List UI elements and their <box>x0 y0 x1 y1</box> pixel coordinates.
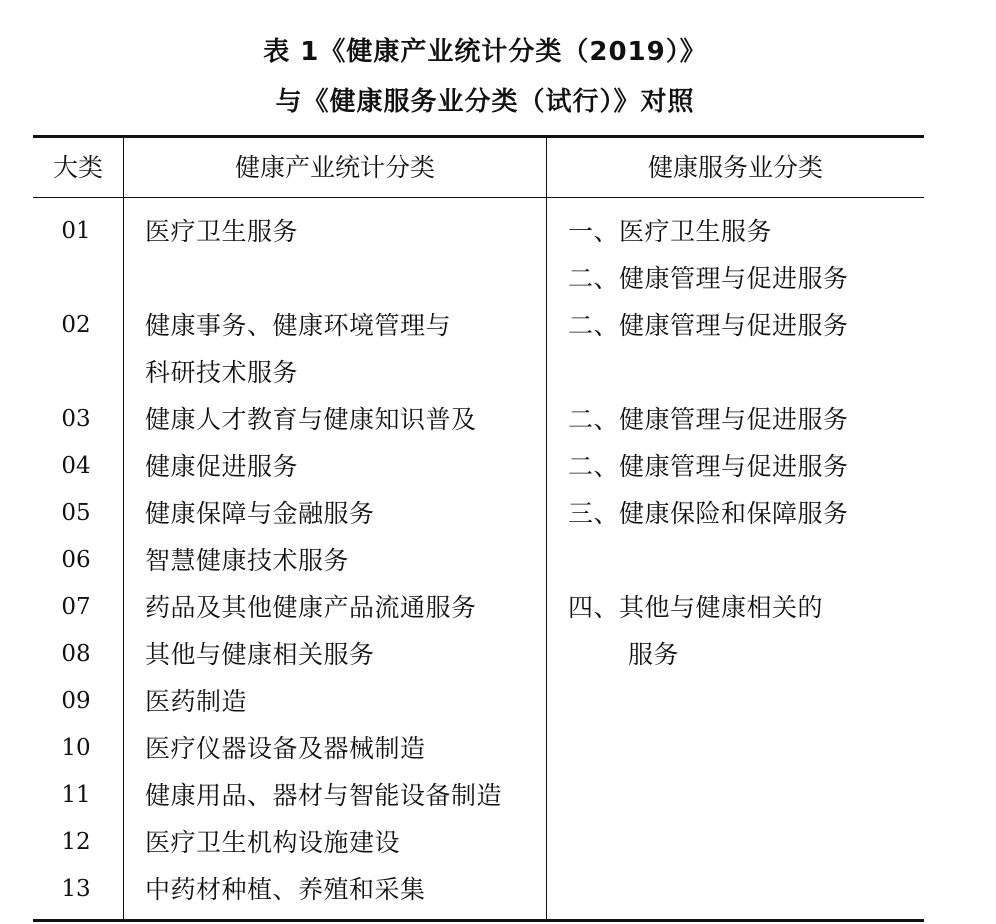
code-cell: 13 <box>61 876 91 902</box>
code-cell: 04 <box>61 453 91 479</box>
service-cell: 服务 <box>628 640 680 669</box>
category-cell: 健康保障与金融服务 <box>145 499 375 528</box>
category-cell: 其他与健康相关服务 <box>145 640 375 669</box>
header-major-class: 大类 <box>52 153 103 182</box>
header-health-industry-classification: 健康产业统计分类 <box>234 153 435 182</box>
category-cell: 中药材种植、养殖和采集 <box>145 875 426 904</box>
category-cell: 科研技术服务 <box>145 358 299 387</box>
code-cell: 07 <box>61 594 91 620</box>
service-cell: 二、健康管理与促进服务 <box>568 405 849 434</box>
table-title-line-1: 表 1《健康产业统计分类（2019）》 <box>263 37 707 67</box>
category-cell: 健康促进服务 <box>145 452 299 481</box>
service-cell: 二、健康管理与促进服务 <box>568 311 849 340</box>
category-cell: 医疗仪器设备及器械制造 <box>145 734 426 763</box>
code-cell: 01 <box>61 218 91 244</box>
header-health-service-classification: 健康服务业分类 <box>647 153 823 182</box>
code-cell: 05 <box>61 500 91 526</box>
category-cell: 医疗卫生机构设施建设 <box>145 828 401 857</box>
category-cell: 健康人才教育与健康知识普及 <box>145 405 477 434</box>
column-divider <box>123 138 124 919</box>
service-cell: 二、健康管理与促进服务 <box>568 264 849 293</box>
category-cell: 健康事务、健康环境管理与 <box>145 311 452 340</box>
category-cell: 健康用品、器材与智能设备制造 <box>145 781 503 810</box>
service-cell: 二、健康管理与促进服务 <box>568 452 849 481</box>
top-rule <box>33 135 924 138</box>
code-cell: 11 <box>61 782 91 808</box>
bottom-rule <box>33 919 924 922</box>
code-cell: 12 <box>61 829 91 855</box>
category-cell: 药品及其他健康产品流通服务 <box>145 593 477 622</box>
code-cell: 09 <box>61 688 91 714</box>
service-cell: 一、医疗卫生服务 <box>568 217 773 246</box>
column-divider <box>546 138 547 919</box>
code-cell: 08 <box>61 641 91 667</box>
code-cell: 03 <box>61 406 91 432</box>
code-cell: 10 <box>61 735 91 761</box>
category-cell: 医疗卫生服务 <box>145 217 299 246</box>
header-rule <box>33 197 924 198</box>
table-title-line-2: 与《健康服务业分类（试行）》对照 <box>275 87 695 117</box>
code-cell: 02 <box>61 312 91 338</box>
code-cell: 06 <box>61 547 91 573</box>
service-cell: 四、其他与健康相关的 <box>568 593 824 622</box>
category-cell: 医药制造 <box>145 687 248 716</box>
service-cell: 三、健康保险和保障服务 <box>568 499 849 528</box>
category-cell: 智慧健康技术服务 <box>145 546 350 575</box>
